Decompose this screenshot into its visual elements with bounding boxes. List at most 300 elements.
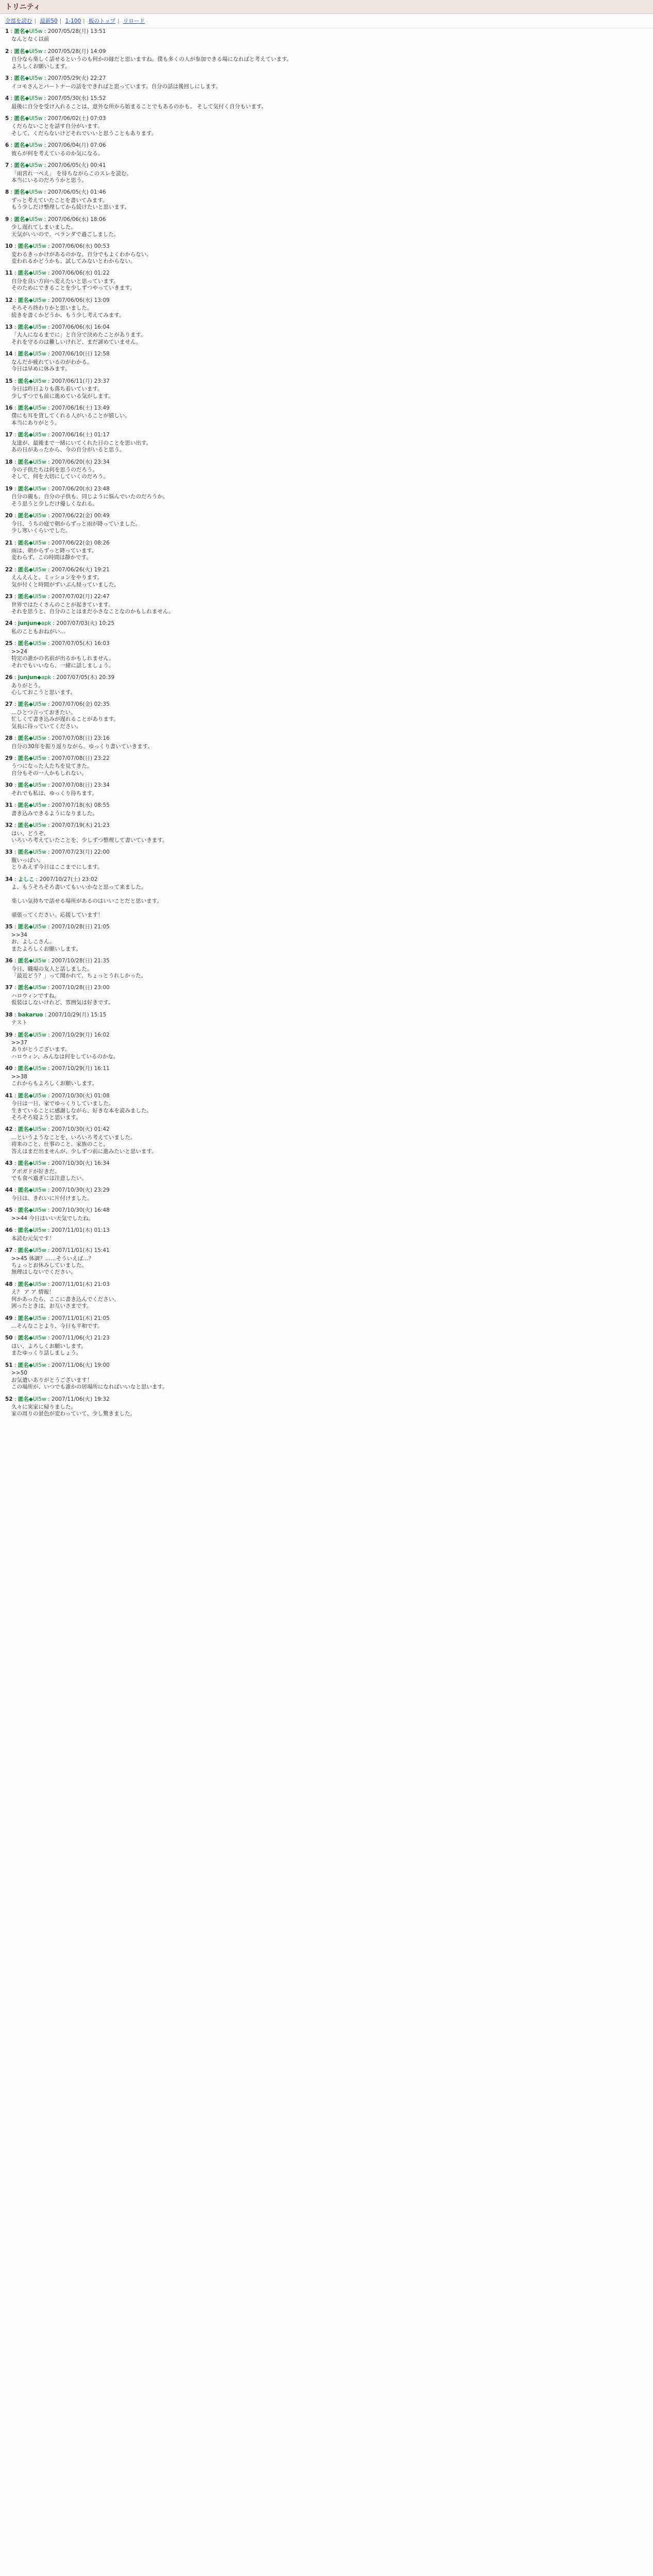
post-number[interactable]: 33: [5, 849, 13, 856]
post-header: 37 : 匿名◆Ul5w : 2007/10/28(日) 23:00: [5, 985, 110, 991]
post-date: 2007/06/02(土) 07:03: [47, 115, 106, 122]
post: [5, 924, 648, 953]
post-body: ずっと考えていたことを書いてみます。 もう少しだけ整理してから続けたいと思います。: [11, 197, 130, 211]
poster-name[interactable]: junjun: [18, 620, 37, 627]
post-date: 2007/10/28(日) 21:05: [51, 924, 110, 930]
poster-trip: ◆Ul5w: [28, 270, 46, 277]
post-number[interactable]: 37: [5, 985, 13, 991]
post-body: それでも私は、ゆっくり待ちます。: [11, 790, 98, 796]
poster-name[interactable]: 匿名: [18, 1092, 29, 1099]
poster-name[interactable]: 匿名: [18, 985, 29, 991]
post-header: 27 : 匿名◆Ul5w : 2007/07/06(金) 02:35: [5, 701, 110, 708]
post-date: 2007/07/08(日) 23:34: [51, 782, 110, 789]
post-date: 2007/07/19(木) 21:23: [51, 822, 110, 829]
poster-trip: ◆Ul5w: [28, 1160, 46, 1167]
poster-name[interactable]: 匿名: [14, 95, 25, 102]
poster-name[interactable]: 匿名: [18, 351, 29, 358]
post-date: 2007/07/06(金) 02:35: [51, 701, 110, 708]
post-date: 2007/07/18(水) 08:55: [51, 802, 110, 809]
post-number[interactable]: 27: [5, 701, 13, 708]
post-number[interactable]: 42: [5, 1126, 13, 1133]
post: [5, 189, 648, 211]
poster-trip: ◆Ul5w: [25, 142, 43, 149]
post-body: 私のこともおねがい…: [11, 628, 65, 635]
title-bar: [0, 0, 653, 14]
post-number[interactable]: 11: [5, 270, 13, 277]
post-date: 2007/07/08(日) 23:22: [51, 755, 110, 761]
post-header: 50 : 匿名◆Ul5w : 2007/11/06(火) 21:23: [5, 1335, 110, 1342]
post-body: 今日、うちの庭で朝からずっと雨が降っていました。 少し寒いくらいでした。: [11, 520, 141, 534]
post-header: 40 : 匿名◆Ul5w : 2007/10/29(月) 16:11: [5, 1065, 110, 1072]
post-date: 2007/06/22(金) 08:26: [51, 539, 110, 546]
post-body: 変わるきっかけがあるのかな。自分でもよくわからない。 変われるかどうかも、試してみないとわからない。: [11, 251, 152, 264]
post-body: アボガドが好きだ。 でも食べ過ぎには注意したい。: [11, 1168, 87, 1181]
post-number[interactable]: 32: [5, 822, 13, 829]
post-header: 32 : 匿名◆Ul5w : 2007/07/19(木) 21:23: [5, 822, 110, 829]
poster-trip: ◆Ul5w: [28, 958, 46, 964]
poster-name[interactable]: 匿名: [18, 735, 29, 742]
post-number[interactable]: 9: [5, 216, 9, 223]
post-number[interactable]: 23: [5, 594, 13, 600]
post-header: 10 : 匿名◆Ul5w : 2007/06/06(水) 00:53: [5, 243, 110, 250]
post-number[interactable]: 48: [5, 1281, 13, 1287]
post-body: そろそろ終わりかと思いました。 続きを書くかどうか、もう少し考えてみます。: [11, 305, 125, 318]
poster-name[interactable]: 匿名: [18, 485, 29, 492]
post-number[interactable]: 2: [5, 48, 9, 55]
post: [5, 75, 648, 90]
poster-name[interactable]: 匿名: [18, 566, 29, 573]
post-header: 25 : 匿名◆Ul5w : 2007/07/05(木) 16:03: [5, 640, 110, 647]
nav-latest-50[interactable]: 最新50: [40, 18, 58, 24]
post-header: 51 : 匿名◆Ul5w : 2007/11/06(火) 19:00: [5, 1362, 110, 1368]
poster-trip: ◆Ul5w: [28, 594, 46, 600]
post-number[interactable]: 45: [5, 1207, 13, 1214]
post-body: 彼らが何を考えているのか気になる。: [11, 150, 104, 157]
post-date: 2007/06/06(水) 13:09: [51, 297, 110, 303]
post-body: よ、もうそろそろ書いてもいいかなと思って来ました。 楽しい気持ちで話せる場所があるのはいいことだと思います。 頑張ってください。応援しています！: [11, 884, 163, 918]
post-body: 今日、職場の友人と話しました。 「最近どう？」って聞かれて、ちょっとうれしかった。: [11, 965, 147, 979]
poster-name[interactable]: 匿名: [18, 243, 29, 250]
post: [5, 1032, 648, 1061]
poster-name[interactable]: 匿名: [18, 270, 29, 277]
post-body: なんとなく以前: [11, 36, 49, 43]
poster-name[interactable]: 匿名: [18, 1281, 29, 1287]
post-number[interactable]: 1: [5, 28, 9, 35]
post-number[interactable]: 28: [5, 735, 13, 742]
post-date: 2007/06/05(火) 01:46: [47, 189, 106, 196]
poster-trip: ◆Ul5w: [28, 1247, 46, 1254]
post: [5, 540, 648, 562]
post: [5, 351, 648, 372]
post-body: 雨は、朝からずっと降っています。 変わらず、この時間は静かです。: [11, 547, 97, 561]
poster-name[interactable]: 匿名: [14, 115, 25, 122]
post-body: くだらないことを話す自分がいます。 そして、くだらないけどそれでいいと思うこともあります。: [11, 123, 157, 137]
post-body: …そんなことより、今日も平和です。: [11, 1323, 103, 1329]
poster-trip: ◆Ul5w: [28, 566, 46, 573]
post-body: 自分の30年を振り返りながら、ゆっくり書いていきます。: [11, 743, 153, 750]
post-number[interactable]: 13: [5, 324, 13, 330]
post-number[interactable]: 35: [5, 924, 13, 930]
post-header: 19 : 匿名◆Ul5w : 2007/06/20(水) 23:48: [5, 485, 110, 492]
post-header: 30 : 匿名◆Ul5w : 2007/07/08(日) 23:34: [5, 782, 110, 789]
post-number[interactable]: 44: [5, 1187, 13, 1194]
poster-trip: ◆Ul5w: [28, 539, 46, 546]
poster-name[interactable]: 匿名: [18, 1160, 29, 1167]
post-body: 最後に自分を受け入れることは、意外な所から始まることでもあるのかも。 そして気付く自分もいます。: [11, 103, 267, 110]
post-number[interactable]: 17: [5, 432, 13, 438]
post: [5, 162, 648, 184]
poster-trip: ◆Ul5w: [28, 297, 46, 303]
post-header: 1 : 匿名◆Ul5w : 2007/05/28(月) 13:51: [5, 28, 106, 35]
post-header: 24 : junjun◆apk : 2007/07/03(火) 10:25: [5, 620, 115, 627]
nav-1-100[interactable]: 1-100: [65, 18, 81, 24]
poster-trip: ◆Ul5w: [28, 1092, 46, 1099]
poster-trip: ◆Ul5w: [28, 378, 46, 384]
poster-name[interactable]: 匿名: [14, 162, 25, 169]
post-date: 2007/11/01(木) 21:03: [51, 1281, 110, 1287]
poster-trip: ◆Ul5w: [25, 189, 43, 196]
post-body: なんだか疲れているのがわかる。 今日は早めに休みます。: [11, 359, 93, 372]
post-header: 22 : 匿名◆Ul5w : 2007/06/26(火) 19:21: [5, 566, 110, 573]
post-body: >>34 お、よしこさん。 またよろしくお願いします。: [11, 931, 81, 952]
poster-name[interactable]: 匿名: [18, 822, 29, 829]
poster-name[interactable]: よしこ: [18, 876, 35, 883]
poster-name[interactable]: 匿名: [18, 432, 29, 438]
post: [5, 1335, 648, 1357]
post-header: 11 : 匿名◆Ul5w : 2007/06/06(水) 01:22: [5, 270, 110, 277]
post-header: 18 : 匿名◆Ul5w : 2007/06/20(水) 23:34: [5, 459, 110, 465]
post: [5, 378, 648, 400]
post-number[interactable]: 51: [5, 1362, 13, 1368]
poster-trip: ◆Ul5w: [28, 985, 46, 991]
nav-board-top[interactable]: 板のトップ: [89, 18, 116, 24]
poster-trip: ◆Ul5w: [25, 162, 43, 169]
nav-read-all[interactable]: 全部を読む: [5, 18, 32, 24]
post-number[interactable]: 18: [5, 459, 13, 465]
post-number[interactable]: 14: [5, 351, 13, 358]
post-date: 2007/06/06(水) 00:53: [51, 243, 110, 250]
post-date: 2007/11/01(木) 21:05: [51, 1315, 110, 1321]
post: [5, 513, 648, 534]
post-number[interactable]: 24: [5, 620, 13, 627]
post-body: はい、どうぞ。 いろいろ考えていたことを、少しずつ整理して書いていきます。: [11, 830, 168, 843]
post-number[interactable]: 31: [5, 802, 13, 809]
post-number[interactable]: 39: [5, 1031, 13, 1038]
post: [5, 324, 648, 346]
post-date: 2007/06/05(火) 00:41: [47, 162, 106, 169]
post-date: 2007/07/03(火) 10:25: [56, 620, 115, 627]
post-date: 2007/06/11(月) 23:37: [51, 378, 110, 384]
poster-trip: ◆Ul5w: [28, 640, 46, 647]
post-body: 自分なら楽しく話せるというのも何かの縁だと思いますね。僕も多くの人が参加できる場になればと考えています。 よろしくお願いします。: [11, 56, 293, 70]
post-header: 8 : 匿名◆Ul5w : 2007/06/05(火) 01:46: [5, 189, 106, 196]
post: [5, 1065, 648, 1087]
post-number[interactable]: 52: [5, 1396, 13, 1402]
post: [5, 701, 648, 730]
post-body: …というようなことを、いろいろ考えていました。 将来のこと、仕事のこと、家族のこと。 答えはまだ出ませんが、少しずつ前に進みたいと思います。: [11, 1134, 157, 1155]
poster-name[interactable]: 匿名: [18, 1126, 29, 1133]
post-header: 39 : 匿名◆Ul5w : 2007/10/29(月) 16:02: [5, 1031, 110, 1038]
post-number[interactable]: 36: [5, 958, 13, 964]
post-date: 2007/07/05(木) 16:03: [51, 640, 110, 647]
post-number[interactable]: 3: [5, 75, 9, 82]
post-number[interactable]: 5: [5, 115, 9, 122]
post-header: 49 : 匿名◆Ul5w : 2007/11/01(木) 21:05: [5, 1315, 110, 1321]
poster-name[interactable]: 匿名: [14, 28, 25, 35]
poster-name[interactable]: 匿名: [18, 640, 29, 647]
poster-name[interactable]: 匿名: [18, 539, 29, 546]
post: [5, 459, 648, 481]
post-date: 2007/10/30(火) 01:42: [51, 1126, 110, 1133]
poster-name[interactable]: 匿名: [18, 1031, 29, 1038]
post-date: 2007/05/29(火) 22:27: [47, 75, 106, 82]
poster-trip: ◆apk: [37, 674, 51, 681]
post: [5, 1281, 648, 1310]
post: [5, 142, 648, 157]
post: [5, 1362, 648, 1391]
poster-name[interactable]: 匿名: [18, 958, 29, 964]
post: [5, 28, 648, 43]
post-body: >>24 特定の誰かの名前が出るかもしれません。 それでもいいなら、一緒に話しましょう。: [11, 648, 115, 669]
post-date: 2007/06/16(土) 01:17: [51, 432, 110, 438]
post-body: 今日は一日、家でゆっくりしていました。 生きていることに感謝しながら、好きな本を読みました。 そろそろ寝ようと思います。: [11, 1100, 152, 1121]
post-date: 2007/06/10(日) 12:58: [51, 351, 110, 358]
poster-name[interactable]: 匿名: [18, 1207, 29, 1214]
post: [5, 1187, 648, 1202]
post-number[interactable]: 7: [5, 162, 9, 169]
post-number[interactable]: 12: [5, 297, 13, 303]
poster-trip: ◆Ul5w: [28, 1065, 46, 1072]
post-header: 3 : 匿名◆Ul5w : 2007/05/29(火) 22:27: [5, 75, 106, 82]
post-date: 2007/11/06(火) 19:32: [51, 1396, 110, 1402]
post-header: 41 : 匿名◆Ul5w : 2007/10/30(火) 01:08: [5, 1092, 110, 1099]
post-body: 「雨宮れ一ぺえ」 を待ちながらこのスレを読む。 本当にいるのだろうかと思う。: [11, 170, 132, 183]
post-body: 今日は、きれいに片付けました。: [11, 1195, 93, 1201]
poster-name[interactable]: 匿名: [14, 216, 25, 223]
poster-name[interactable]: 匿名: [18, 513, 29, 519]
post-date: 2007/06/16(土) 13:49: [51, 404, 110, 411]
post-number[interactable]: 21: [5, 539, 13, 546]
post: [5, 1126, 648, 1155]
poster-trip: ◆Ul5w: [28, 701, 46, 708]
post: [5, 95, 648, 110]
post-number[interactable]: 38: [5, 1011, 13, 1018]
post-number[interactable]: 40: [5, 1065, 13, 1072]
post-header: 2 : 匿名◆Ul5w : 2007/05/28(月) 14:09: [5, 48, 106, 55]
post-header: 17 : 匿名◆Ul5w : 2007/06/16(土) 01:17: [5, 432, 110, 438]
post-number[interactable]: 6: [5, 142, 9, 149]
post-body: えんえんと、ミッションをやります。 気が付くと時間がずいぶん経っていました。: [11, 574, 119, 588]
poster-trip: ◆Ul5w: [28, 782, 46, 789]
poster-trip: ◆Ul5w: [28, 513, 46, 519]
post-number[interactable]: 4: [5, 95, 9, 102]
post-date: 2007/10/29(月) 16:02: [51, 1031, 110, 1038]
post-header: 26 : junjun◆apk : 2007/07/05(木) 20:39: [5, 674, 115, 681]
post-number[interactable]: 19: [5, 485, 13, 492]
post-header: 6 : 匿名◆Ul5w : 2007/06/04(月) 07:06: [5, 142, 106, 149]
poster-trip: ◆Ul5w: [28, 243, 46, 250]
post-header: 4 : 匿名◆Ul5w : 2007/05/30(水) 15:52: [5, 95, 106, 102]
poster-trip: ◆Ul5w: [25, 115, 43, 122]
poster-trip: ◆Ul5w: [28, 1126, 46, 1133]
poster-name[interactable]: 匿名: [18, 297, 29, 303]
post: [5, 1227, 648, 1242]
post-body: うつになった人たちを見てきた。 自分もその一人かもしれない。: [11, 763, 93, 776]
post-header: 46 : 匿名◆Ul5w : 2007/11/01(木) 01:13: [5, 1227, 110, 1234]
post-body: >>45 体調？……そういえば…？ ちょっとお休みしていました。 無理はしないでください。: [11, 1255, 94, 1276]
poster-name[interactable]: 匿名: [14, 75, 25, 82]
post-body: >>38 これからもよろしくお願いします。: [11, 1073, 98, 1087]
poster-name[interactable]: 匿名: [18, 1187, 29, 1194]
post-number[interactable]: 30: [5, 782, 13, 789]
poster-name[interactable]: 匿名: [18, 802, 29, 809]
post-number[interactable]: 8: [5, 189, 9, 196]
poster-trip: ◆Ul5w: [28, 404, 46, 411]
post-number[interactable]: 29: [5, 755, 13, 761]
post-body: 腹いっぱい。 とりあえず今日はここまでにします。: [11, 857, 103, 871]
post: [5, 594, 648, 615]
post-date: 2007/07/05(木) 20:39: [56, 674, 115, 681]
poster-name[interactable]: 匿名: [18, 1247, 29, 1254]
nav-reload[interactable]: リロード: [123, 18, 145, 24]
post-header: 31 : 匿名◆Ul5w : 2007/07/18(水) 08:55: [5, 802, 110, 809]
poster-trip: ◆Ul5w: [28, 1227, 46, 1234]
post-header: 23 : 匿名◆Ul5w : 2007/07/02(月) 22:47: [5, 594, 110, 600]
poster-name[interactable]: 匿名: [18, 1396, 29, 1402]
post-date: 2007/11/01(木) 01:13: [51, 1227, 110, 1234]
poster-name[interactable]: 匿名: [18, 1335, 29, 1342]
post-date: 2007/10/28(日) 23:00: [51, 985, 110, 991]
poster-name[interactable]: 匿名: [18, 1065, 29, 1072]
post-date: 2007/06/06(水) 16:04: [51, 324, 110, 330]
post: [5, 115, 648, 137]
poster-name[interactable]: 匿名: [18, 594, 29, 600]
post-body: 今日は昨日よりも落ち着いています。 少しずつでも前に進めている気がします。: [11, 386, 114, 399]
post-header: 33 : 匿名◆Ul5w : 2007/07/23(月) 22:00: [5, 849, 110, 856]
post-header: 48 : 匿名◆Ul5w : 2007/11/01(木) 21:03: [5, 1281, 110, 1287]
poster-trip: ◆Ul5w: [28, 735, 46, 742]
poster-trip: ◆Ul5w: [25, 75, 43, 82]
post-body: >>37 ありがとうございます。 ハロウィン、みんなは何をしているのかな。: [11, 1040, 119, 1060]
post-number[interactable]: 26: [5, 674, 13, 681]
post-number[interactable]: 16: [5, 404, 13, 411]
post-body: 友達が、最後まで一緒にいてくれた日のことを思い出す。 あの日があったから、今の自分がいると思う。: [11, 439, 152, 453]
post-number[interactable]: 20: [5, 513, 13, 519]
post-header: 29 : 匿名◆Ul5w : 2007/07/08(日) 23:22: [5, 755, 110, 761]
poster-trip: ◆Ul5w: [28, 459, 46, 465]
poster-trip: ◆Ul5w: [28, 1335, 46, 1342]
post: [5, 270, 648, 292]
poster-name[interactable]: 匿名: [18, 324, 29, 330]
post-number[interactable]: 15: [5, 378, 13, 384]
post-date: 2007/07/02(月) 22:47: [51, 594, 110, 600]
post-date: 2007/10/30(火) 16:48: [51, 1207, 110, 1214]
poster-trip: ◆Ul5w: [28, 1207, 46, 1214]
post-date: 2007/10/29(月) 15:15: [48, 1011, 107, 1018]
post-header: 45 : 匿名◆Ul5w : 2007/10/30(火) 16:48: [5, 1207, 110, 1214]
post: [5, 48, 648, 70]
poster-name[interactable]: 匿名: [18, 404, 29, 411]
post: [5, 735, 648, 750]
poster-name[interactable]: bakaruo: [18, 1011, 43, 1018]
post: [5, 674, 648, 696]
nav-sep: |: [34, 18, 37, 24]
post: [5, 216, 648, 238]
poster-name[interactable]: 匿名: [14, 48, 25, 55]
post-date: 2007/10/29(月) 16:11: [51, 1065, 110, 1072]
post-date: 2007/11/06(火) 21:23: [51, 1335, 110, 1342]
post-header: 36 : 匿名◆Ul5w : 2007/10/28(日) 21:35: [5, 958, 110, 964]
post-number[interactable]: 41: [5, 1092, 13, 1099]
poster-name[interactable]: 匿名: [18, 1315, 29, 1321]
poster-name[interactable]: junjun: [18, 674, 37, 681]
poster-name[interactable]: 匿名: [18, 1227, 29, 1234]
post-body: 少し遅れてしまいました。 天気がいいので、ベランダで過ごしました。: [11, 224, 119, 238]
post-date: 2007/06/04(月) 07:06: [47, 142, 106, 149]
poster-trip: ◆Ul5w: [28, 1396, 46, 1402]
post-number[interactable]: 34: [5, 876, 13, 883]
poster-name[interactable]: 匿名: [18, 459, 29, 465]
poster-name[interactable]: 匿名: [18, 701, 29, 708]
poster-name[interactable]: 匿名: [18, 782, 29, 789]
poster-trip: ◆Ul5w: [25, 28, 43, 35]
nav-sep: |: [59, 18, 62, 24]
poster-trip: ◆Ul5w: [28, 432, 46, 438]
poster-name[interactable]: 匿名: [18, 378, 29, 384]
post-number[interactable]: 49: [5, 1315, 13, 1321]
post-body: 自分を良い方向へ変えたいと思っています。 そのためにできることを少しずつやっていきます。: [11, 278, 135, 292]
post-number[interactable]: 25: [5, 640, 13, 647]
post-date: 2007/10/28(日) 21:35: [51, 958, 110, 964]
poster-name[interactable]: 匿名: [18, 1362, 29, 1368]
poster-name[interactable]: 匿名: [18, 755, 29, 761]
post-body: テスト: [11, 1020, 28, 1026]
post-date: 2007/11/01(木) 15:41: [51, 1247, 110, 1254]
post-number[interactable]: 46: [5, 1227, 13, 1234]
page-title: トリニティ: [5, 3, 41, 11]
poster-trip: ◆Ul5w: [25, 216, 43, 223]
post-number[interactable]: 43: [5, 1160, 13, 1167]
post-header: 52 : 匿名◆Ul5w : 2007/11/06(火) 19:32: [5, 1396, 110, 1402]
post: [5, 1396, 648, 1418]
nav-sep: |: [83, 18, 85, 24]
poster-trip: ◆Ul5w: [28, 1281, 46, 1287]
poster-name[interactable]: 匿名: [18, 849, 29, 856]
poster-name[interactable]: 匿名: [18, 924, 29, 930]
post-date: 2007/07/08(日) 23:16: [51, 735, 110, 742]
poster-trip: ◆Ul5w: [28, 802, 46, 809]
post-number[interactable]: 10: [5, 243, 13, 250]
post-date: 2007/10/30(火) 23:29: [51, 1187, 110, 1194]
post-number[interactable]: 22: [5, 566, 13, 573]
post: [5, 620, 648, 635]
post-date: 2007/06/22(金) 00:49: [51, 513, 110, 519]
post-header: 15 : 匿名◆Ul5w : 2007/06/11(月) 23:37: [5, 378, 110, 384]
poster-name[interactable]: 匿名: [14, 142, 25, 149]
poster-name[interactable]: 匿名: [14, 189, 25, 196]
post-body: 本読む元気です！: [11, 1235, 55, 1242]
post-body: ありがとう。 心しておこうと思います。: [11, 682, 76, 696]
post-header: 20 : 匿名◆Ul5w : 2007/06/22(金) 00:49: [5, 513, 110, 519]
post: [5, 958, 648, 979]
post-number[interactable]: 47: [5, 1247, 13, 1254]
post-header: 43 : 匿名◆Ul5w : 2007/10/30(火) 16:34: [5, 1160, 110, 1167]
poster-trip: ◆Ul5w: [28, 924, 46, 930]
post-number[interactable]: 50: [5, 1335, 13, 1342]
post-date: 2007/07/23(月) 22:00: [51, 849, 110, 856]
post-body: 今の子供たちは何を思うのだろう。 そして、何を大切にしていくのだろう。: [11, 467, 109, 480]
post: [5, 567, 648, 588]
